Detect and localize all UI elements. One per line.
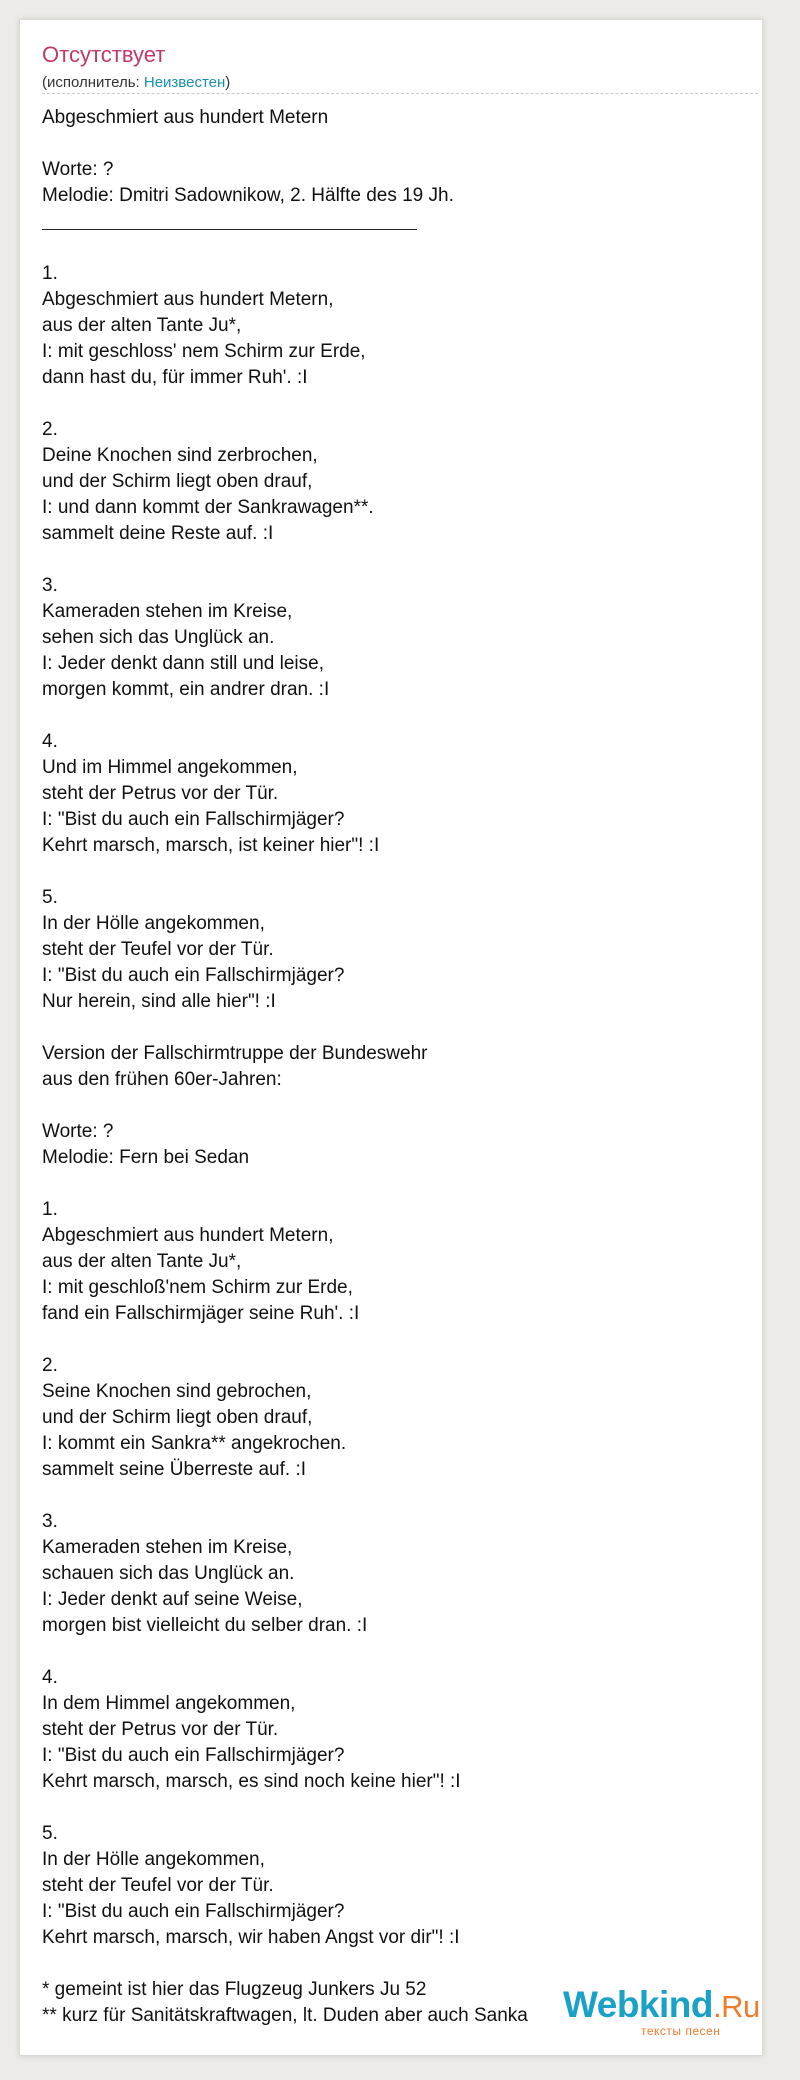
lyrics-separator — [42, 209, 417, 235]
lyrics-line: Abgeschmiert aus hundert Metern, — [42, 1225, 334, 1246]
lyrics-line: I: "Bist du auch ein Fallschirmjäger? — [42, 1901, 345, 1922]
lyrics-line: Seine Knochen sind gebrochen, — [42, 1381, 312, 1402]
lyrics-line: 1. — [42, 263, 58, 284]
lyrics-line: Version der Fallschirmtruppe der Bundeswehr — [42, 1043, 428, 1064]
lyrics-line: I: kommt ein Sankra** angekrochen. — [42, 1433, 347, 1454]
lyrics-text — [42, 105, 742, 2029]
lyrics-line: ** kurz für Sanitätskraftwagen, lt. Duden aber auch Sanka — [42, 2005, 528, 2026]
song-card — [19, 19, 763, 2056]
lyrics-line: aus der alten Tante Ju*, — [42, 1251, 242, 1272]
lyrics-line: Melodie: Fern bei Sedan — [42, 1147, 250, 1168]
lyrics-line: steht der Petrus vor der Tür. — [42, 1719, 279, 1740]
lyrics-line: I: Jeder denkt dann still und leise, — [42, 653, 325, 674]
logo-suffix: .Ru — [713, 1989, 760, 2024]
lyrics-line: steht der Petrus vor der Tür. — [42, 783, 279, 804]
lyrics-line: Abgeschmiert aus hundert Metern, — [42, 289, 334, 310]
lyrics-blank-line — [42, 1951, 742, 1977]
lyrics-line: Kameraden stehen im Kreise, — [42, 601, 293, 622]
lyrics-line: morgen bist vielleicht du selber dran. :I — [42, 1615, 368, 1636]
lyrics-blank-line — [42, 235, 742, 261]
lyrics-line: Kehrt marsch, marsch, es sind noch keine hier"! :I — [42, 1771, 461, 1792]
lyrics-line: sammelt seine Überreste auf. :I — [42, 1459, 306, 1480]
lyrics-line: aus der alten Tante Ju*, — [42, 315, 242, 336]
lyrics-line: 5. — [42, 1823, 58, 1844]
lyrics-line: Kehrt marsch, marsch, wir haben Angst vor dir"! :I — [42, 1927, 460, 1948]
lyrics-line: Nur herein, sind alle hier"! :I — [42, 991, 276, 1012]
lyrics-line: morgen kommt, ein andrer dran. :I — [42, 679, 330, 700]
lyrics-line: 3. — [42, 575, 58, 596]
lyrics-blank-line — [42, 703, 742, 729]
lyrics-line: Worte: ? — [42, 159, 114, 180]
lyrics-line: schauen sich das Unglück an. — [42, 1563, 295, 1584]
lyrics-line: aus den frühen 60er-Jahren: — [42, 1069, 282, 1090]
lyrics-line: 2. — [42, 419, 58, 440]
lyrics-line: sammelt deine Reste auf. :I — [42, 523, 274, 544]
lyrics-line: 4. — [42, 1667, 58, 1688]
lyrics-line: 4. — [42, 731, 58, 752]
logo-main: Webkind — [563, 1984, 713, 2025]
lyrics-line: I: mit geschloss' nem Schirm zur Erde, — [42, 341, 366, 362]
lyrics-line: I: "Bist du auch ein Fallschirmjäger? — [42, 965, 345, 986]
lyrics-blank-line — [42, 131, 742, 157]
lyrics-line: 5. — [42, 887, 58, 908]
lyrics-line: I: Jeder denkt auf seine Weise, — [42, 1589, 303, 1610]
lyrics-line: steht der Teufel vor der Tür. — [42, 1875, 274, 1896]
lyrics-line: Kehrt marsch, marsch, ist keiner hier"! :I — [42, 835, 380, 856]
lyrics-line: Worte: ? — [42, 1121, 114, 1142]
lyrics-line: In der Hölle angekommen, — [42, 913, 265, 934]
lyrics-line: 3. — [42, 1511, 58, 1532]
lyrics-line: Deine Knochen sind zerbrochen, — [42, 445, 318, 466]
song-title: Отсутствует — [42, 42, 166, 67]
lyrics-line: und der Schirm liegt oben drauf, — [42, 471, 313, 492]
header-divider — [42, 93, 758, 94]
logo-tagline: тексты песен — [641, 2024, 721, 2038]
lyrics-line: 2. — [42, 1355, 58, 1376]
lyrics-blank-line — [42, 1093, 742, 1119]
lyrics-line: und der Schirm liegt oben drauf, — [42, 1407, 313, 1428]
lyrics-line: * gemeint ist hier das Flugzeug Junkers Ju 52 — [42, 1979, 427, 2000]
lyrics-line: I: "Bist du auch ein Fallschirmjäger? — [42, 809, 345, 830]
lyrics-blank-line — [42, 1795, 742, 1821]
lyrics-blank-line — [42, 547, 742, 573]
lyrics-blank-line — [42, 391, 742, 417]
lyrics-line: 1. — [42, 1199, 58, 1220]
artist-suffix: ) — [225, 74, 231, 91]
lyrics-line: steht der Teufel vor der Tür. — [42, 939, 274, 960]
lyrics-line: I: mit geschloß'nem Schirm zur Erde, — [42, 1277, 353, 1298]
lyrics-line: Kameraden stehen im Kreise, — [42, 1537, 293, 1558]
lyrics-line: I: "Bist du auch ein Fallschirmjäger? — [42, 1745, 345, 1766]
lyrics-line: In dem Himmel angekommen, — [42, 1693, 296, 1714]
lyrics-line: dann hast du, für immer Ruh'. :I — [42, 367, 308, 388]
lyrics-line: In der Hölle angekommen, — [42, 1849, 265, 1870]
lyrics-blank-line — [42, 859, 742, 885]
lyrics-line: I: und dann kommt der Sankrawagen**. — [42, 497, 374, 518]
lyrics-line: Abgeschmiert aus hundert Metern — [42, 107, 329, 128]
lyrics-blank-line — [42, 1015, 742, 1041]
lyrics-line: Melodie: Dmitri Sadownikow, 2. Hälfte des 19 Jh. — [42, 185, 454, 206]
lyrics-line: sehen sich das Unglück an. — [42, 627, 275, 648]
lyrics-line: fand ein Fallschirmjäger seine Ruh'. :I — [42, 1303, 360, 1324]
artist-link[interactable]: Неизвестен — [143, 74, 226, 91]
lyrics-blank-line — [42, 1639, 742, 1665]
artist-line — [42, 74, 230, 91]
site-logo[interactable] — [563, 1984, 760, 2028]
lyrics-line: Und im Himmel angekommen, — [42, 757, 298, 778]
lyrics-blank-line — [42, 1171, 742, 1197]
artist-prefix: (исполнитель: — [42, 74, 144, 91]
lyrics-blank-line — [42, 1483, 742, 1509]
lyrics-blank-line — [42, 1327, 742, 1353]
